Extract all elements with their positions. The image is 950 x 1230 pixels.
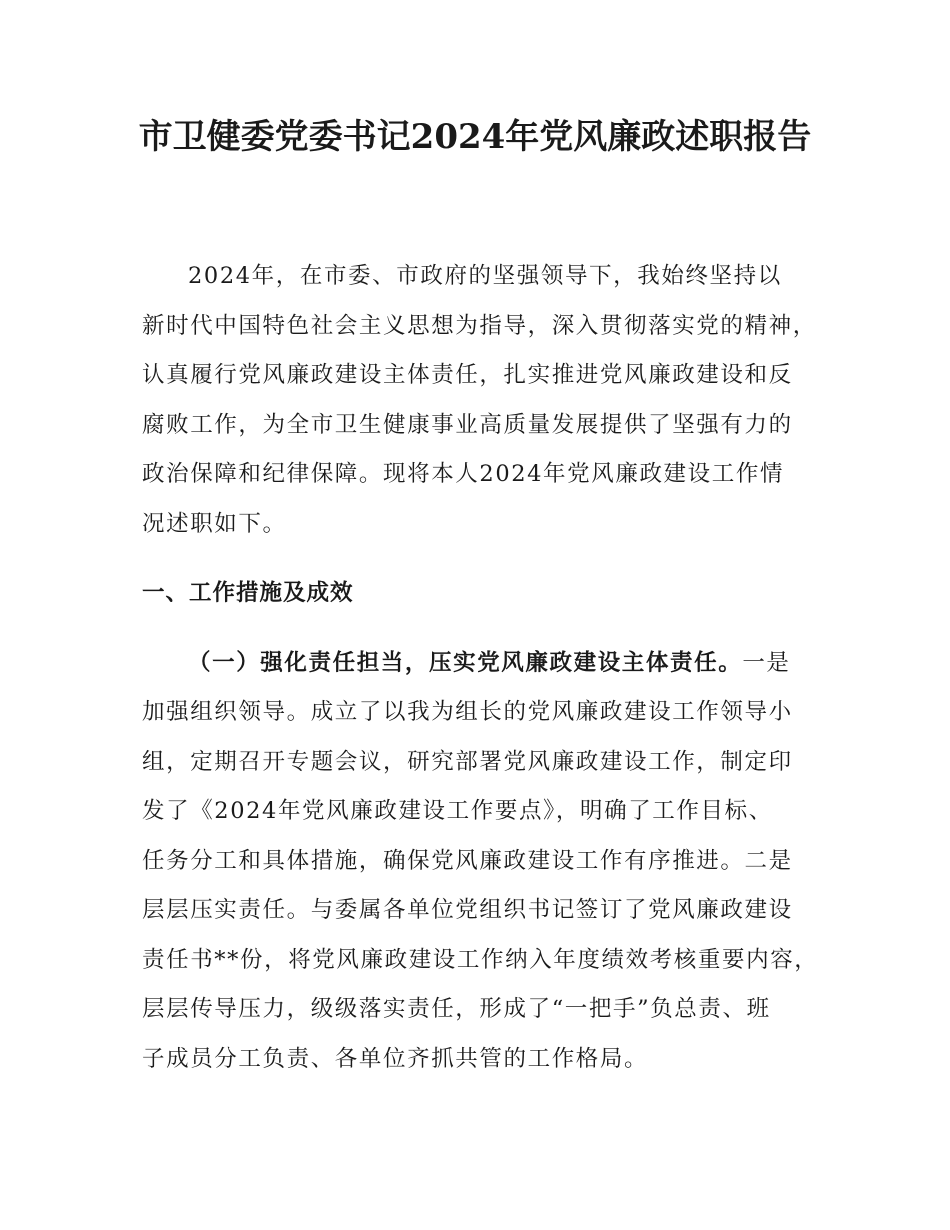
- body-line: 责任书**份，将党风廉政建设工作纳入年度绩效考核重要内容，: [142, 946, 819, 973]
- intro-line: 认真履行党风廉政建设主体责任，扎实推进党风廉政建设和反: [142, 362, 793, 388]
- body-line: 子成员分工负责、各单位齐抓共管的工作格局。: [142, 1045, 649, 1072]
- body-line: 组，定期召开专题会议，研究部署党风廉政建设工作，制定印: [142, 748, 793, 775]
- subsection-lead-tail: 一是: [742, 649, 791, 676]
- intro-line: 腐败工作，为全市卫生健康事业高质量发展提供了坚强有力的: [142, 411, 793, 438]
- subsection-lead-line: [142, 639, 832, 689]
- body-line: 层层传导压力，级级落实责任，形成了“一把手”负总责、班: [142, 996, 771, 1022]
- intro-line: 政治保障和纪律保障。现将本人2024年党风廉政建设工作情: [142, 461, 785, 487]
- intro-line: 新时代中国特色社会主义思想为指导，深入贯彻落实党的精神，: [142, 312, 817, 339]
- document-body: [142, 252, 832, 1084]
- section-heading: 一、工作措施及成效: [142, 580, 354, 606]
- intro-line: 况述职如下。: [142, 510, 287, 537]
- intro-line: 2024年，在市委、市政府的坚强领导下，我始终坚持以: [188, 263, 782, 289]
- body-line: 加强组织领导。成立了以我为组长的党风廉政建设工作领导小: [142, 699, 793, 725]
- subsection-lead: （一）强化责任担当，压实党风廉政建设主体责任。: [188, 649, 743, 676]
- paragraph-gap: [142, 619, 832, 639]
- document-title: 市卫健委党委书记2024年党风廉政述职报告: [138, 117, 812, 157]
- body-line: 任务分工和具体措施，确保党风廉政建设工作有序推进。二是: [142, 847, 793, 874]
- paragraph-gap: [142, 549, 832, 569]
- body-line: 层层压实责任。与委属各单位党组织书记签订了党风廉政建设: [142, 897, 793, 923]
- body-line: 发了《2024年党风廉政建设工作要点》，明确了工作目标、: [142, 798, 773, 824]
